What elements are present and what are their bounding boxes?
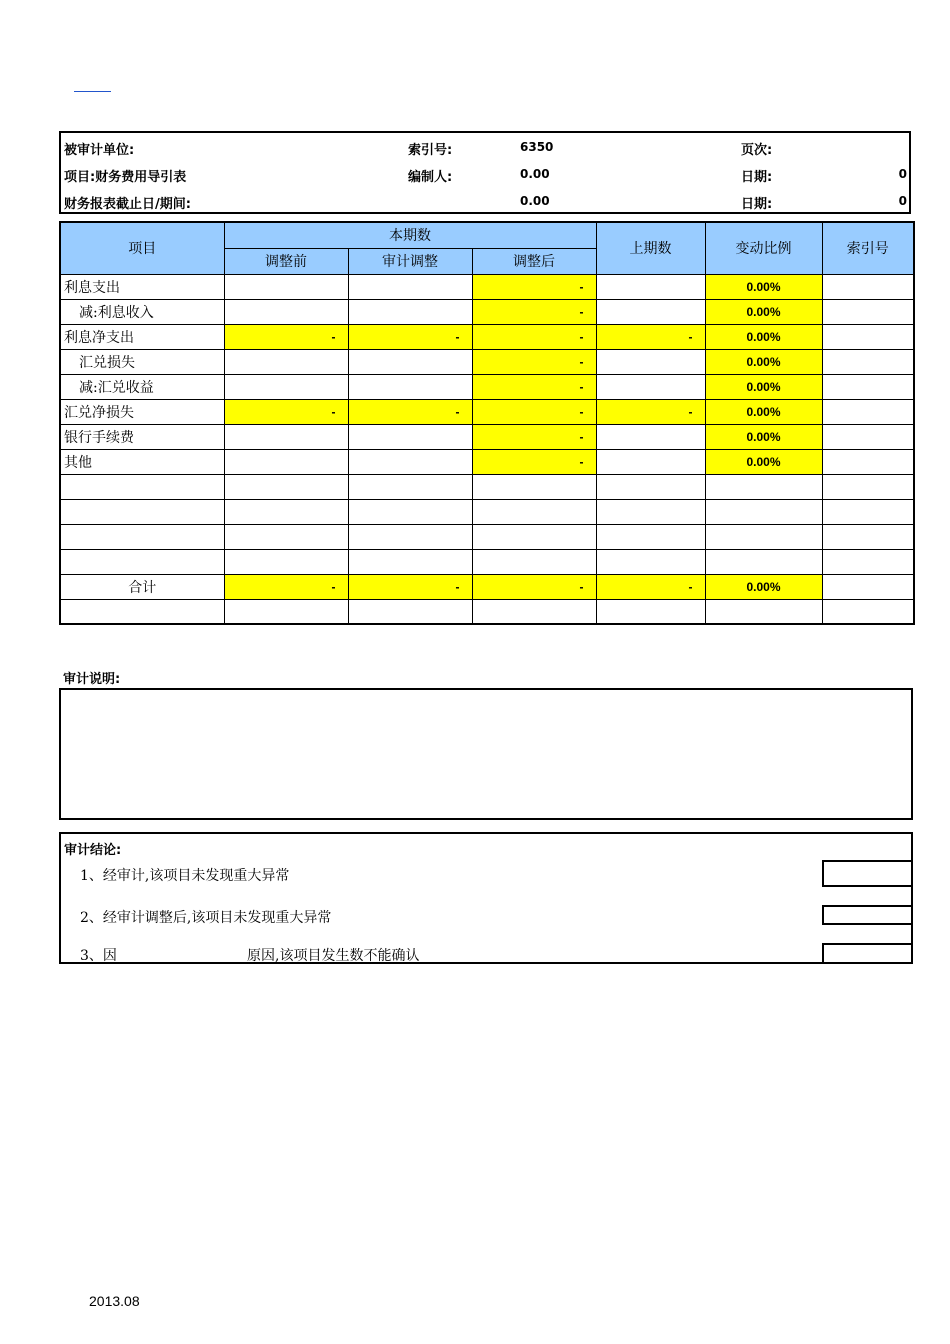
period-value: 0.00 (520, 194, 550, 208)
table-row (60, 324, 914, 349)
table-row-empty (60, 524, 914, 549)
conclusion-item-3-suffix: 原因,该项目发生数不能确认 (247, 948, 420, 964)
header-before-adjustment: 调整前 (224, 248, 348, 274)
adjustment-cell[interactable] (348, 299, 472, 324)
total-adjustment-cell: - (348, 574, 472, 599)
before-cell: - (224, 399, 348, 424)
empty-cell[interactable] (472, 474, 596, 499)
empty-cell[interactable] (596, 549, 705, 574)
adjustment-cell: - (348, 324, 472, 349)
row-label: 利息净支出 (60, 324, 224, 349)
empty-cell[interactable] (224, 599, 348, 624)
conclusion-checkbox-1[interactable] (822, 860, 913, 887)
empty-cell[interactable] (705, 599, 822, 624)
ratio-cell: 0.00% (705, 374, 822, 399)
after-cell: - (472, 424, 596, 449)
preparer-value: 0.00 (520, 167, 550, 181)
after-cell: - (472, 374, 596, 399)
period-label: 财务报表截止日/期间: (64, 197, 191, 212)
row-label: 减:汇兑收益 (60, 374, 224, 399)
empty-cell[interactable] (822, 499, 914, 524)
table-row-empty (60, 549, 914, 574)
ratio-cell: 0.00% (705, 299, 822, 324)
empty-cell[interactable] (348, 474, 472, 499)
index-value: 6350 (520, 140, 554, 154)
row-label: 汇兑净损失 (60, 399, 224, 424)
audit-conclusion-title: 审计结论: (64, 843, 122, 858)
index-cell[interactable] (822, 424, 914, 449)
after-cell: - (472, 449, 596, 474)
empty-cell[interactable] (60, 524, 224, 549)
before-cell[interactable] (224, 274, 348, 299)
empty-cell[interactable] (822, 524, 914, 549)
table-row (60, 274, 914, 299)
date-value-2: 0 (898, 194, 907, 208)
table-row (60, 424, 914, 449)
top-link-underline[interactable] (74, 91, 111, 92)
conclusion-item-3-prefix: 3、因 (80, 948, 117, 964)
header-item: 项目 (60, 222, 224, 274)
ratio-cell: 0.00% (705, 449, 822, 474)
conclusion-checkbox-2[interactable] (822, 905, 913, 925)
adjustment-cell[interactable] (348, 349, 472, 374)
index-cell[interactable] (822, 349, 914, 374)
empty-cell[interactable] (348, 599, 472, 624)
empty-cell[interactable] (705, 474, 822, 499)
audit-notes-title: 审计说明: (63, 672, 121, 687)
table-row-empty (60, 599, 914, 624)
header-info-box (59, 131, 911, 214)
empty-cell[interactable] (472, 524, 596, 549)
total-row (60, 574, 914, 599)
after-cell: - (472, 274, 596, 299)
prior-cell[interactable] (596, 374, 705, 399)
empty-cell[interactable] (348, 499, 472, 524)
index-cell[interactable] (822, 449, 914, 474)
after-cell: - (472, 324, 596, 349)
empty-cell[interactable] (822, 599, 914, 624)
adjustment-cell[interactable] (348, 449, 472, 474)
adjustment-cell[interactable] (348, 424, 472, 449)
table-row-empty (60, 499, 914, 524)
conclusion-item-1: 1、经审计,该项目未发现重大异常 (80, 868, 290, 884)
project-label: 项目:财务费用导引表 (64, 170, 187, 185)
after-cell: - (472, 399, 596, 424)
ratio-cell: 0.00% (705, 274, 822, 299)
financial-expense-table (59, 221, 915, 625)
empty-cell[interactable] (224, 499, 348, 524)
empty-cell[interactable] (60, 499, 224, 524)
empty-cell[interactable] (60, 474, 224, 499)
empty-cell[interactable] (822, 474, 914, 499)
empty-cell[interactable] (348, 524, 472, 549)
index-label: 索引号: (408, 143, 453, 158)
empty-cell[interactable] (705, 549, 822, 574)
empty-cell[interactable] (705, 524, 822, 549)
empty-cell[interactable] (224, 474, 348, 499)
empty-cell[interactable] (60, 549, 224, 574)
header-audit-adjustment: 审计调整 (348, 248, 472, 274)
total-before-cell: - (224, 574, 348, 599)
conclusion-item-2: 2、经审计调整后,该项目未发现重大异常 (80, 910, 332, 926)
empty-cell[interactable] (596, 524, 705, 549)
empty-cell[interactable] (224, 549, 348, 574)
audit-conclusion-box (59, 832, 913, 964)
empty-cell[interactable] (472, 599, 596, 624)
prior-cell[interactable] (596, 449, 705, 474)
empty-cell[interactable] (596, 474, 705, 499)
empty-cell[interactable] (348, 549, 472, 574)
version-footer: 2013.08 (89, 1293, 140, 1309)
before-cell: - (224, 324, 348, 349)
index-cell[interactable] (822, 324, 914, 349)
before-cell[interactable] (224, 424, 348, 449)
prior-cell: - (596, 324, 705, 349)
row-label: 银行手续费 (60, 424, 224, 449)
ratio-cell: 0.00% (705, 349, 822, 374)
table-row (60, 399, 914, 424)
after-cell: - (472, 299, 596, 324)
before-cell[interactable] (224, 374, 348, 399)
empty-cell[interactable] (705, 499, 822, 524)
date-label-1: 日期: (741, 170, 773, 185)
table-row (60, 349, 914, 374)
prior-cell[interactable] (596, 274, 705, 299)
before-cell[interactable] (224, 449, 348, 474)
empty-cell[interactable] (822, 549, 914, 574)
row-label: 利息支出 (60, 274, 224, 299)
header-after-adjustment: 调整后 (472, 248, 596, 274)
ratio-cell: 0.00% (705, 424, 822, 449)
header-prior-period: 上期数 (596, 222, 705, 274)
date-label-2: 日期: (741, 197, 773, 212)
empty-cell[interactable] (224, 524, 348, 549)
header-current-period: 本期数 (224, 222, 596, 248)
index-cell[interactable] (822, 299, 914, 324)
prior-cell[interactable] (596, 299, 705, 324)
empty-cell[interactable] (60, 599, 224, 624)
row-label: 汇兑损失 (60, 349, 224, 374)
adjustment-cell: - (348, 399, 472, 424)
conclusion-checkbox-3[interactable] (822, 943, 913, 964)
audit-notes-box[interactable] (59, 688, 913, 820)
prior-cell: - (596, 399, 705, 424)
before-cell[interactable] (224, 349, 348, 374)
table-row (60, 449, 914, 474)
empty-cell[interactable] (472, 499, 596, 524)
page-label: 页次: (741, 143, 773, 158)
total-ratio-cell: 0.00% (705, 574, 822, 599)
ratio-cell: 0.00% (705, 324, 822, 349)
index-cell[interactable] (822, 274, 914, 299)
prior-cell[interactable] (596, 349, 705, 374)
empty-cell[interactable] (596, 599, 705, 624)
index-cell[interactable] (822, 399, 914, 424)
prior-cell[interactable] (596, 424, 705, 449)
row-label: 其他 (60, 449, 224, 474)
index-cell[interactable] (822, 374, 914, 399)
ratio-cell: 0.00% (705, 399, 822, 424)
total-label: 合计 (60, 574, 224, 599)
table-row (60, 299, 914, 324)
table-row-empty (60, 474, 914, 499)
total-prior-cell: - (596, 574, 705, 599)
header-index-no: 索引号 (822, 222, 914, 274)
before-cell[interactable] (224, 299, 348, 324)
empty-cell[interactable] (596, 499, 705, 524)
date-value-1: 0 (898, 167, 907, 181)
row-label: 减:利息收入 (60, 299, 224, 324)
adjustment-cell[interactable] (348, 374, 472, 399)
empty-cell[interactable] (472, 549, 596, 574)
adjustment-cell[interactable] (348, 274, 472, 299)
after-cell: - (472, 349, 596, 374)
index-cell[interactable] (822, 574, 914, 599)
header-change-ratio: 变动比例 (705, 222, 822, 274)
table-row (60, 374, 914, 399)
audited-unit-label: 被审计单位: (64, 143, 135, 158)
total-after-cell: - (472, 574, 596, 599)
preparer-label: 编制人: (408, 170, 453, 185)
